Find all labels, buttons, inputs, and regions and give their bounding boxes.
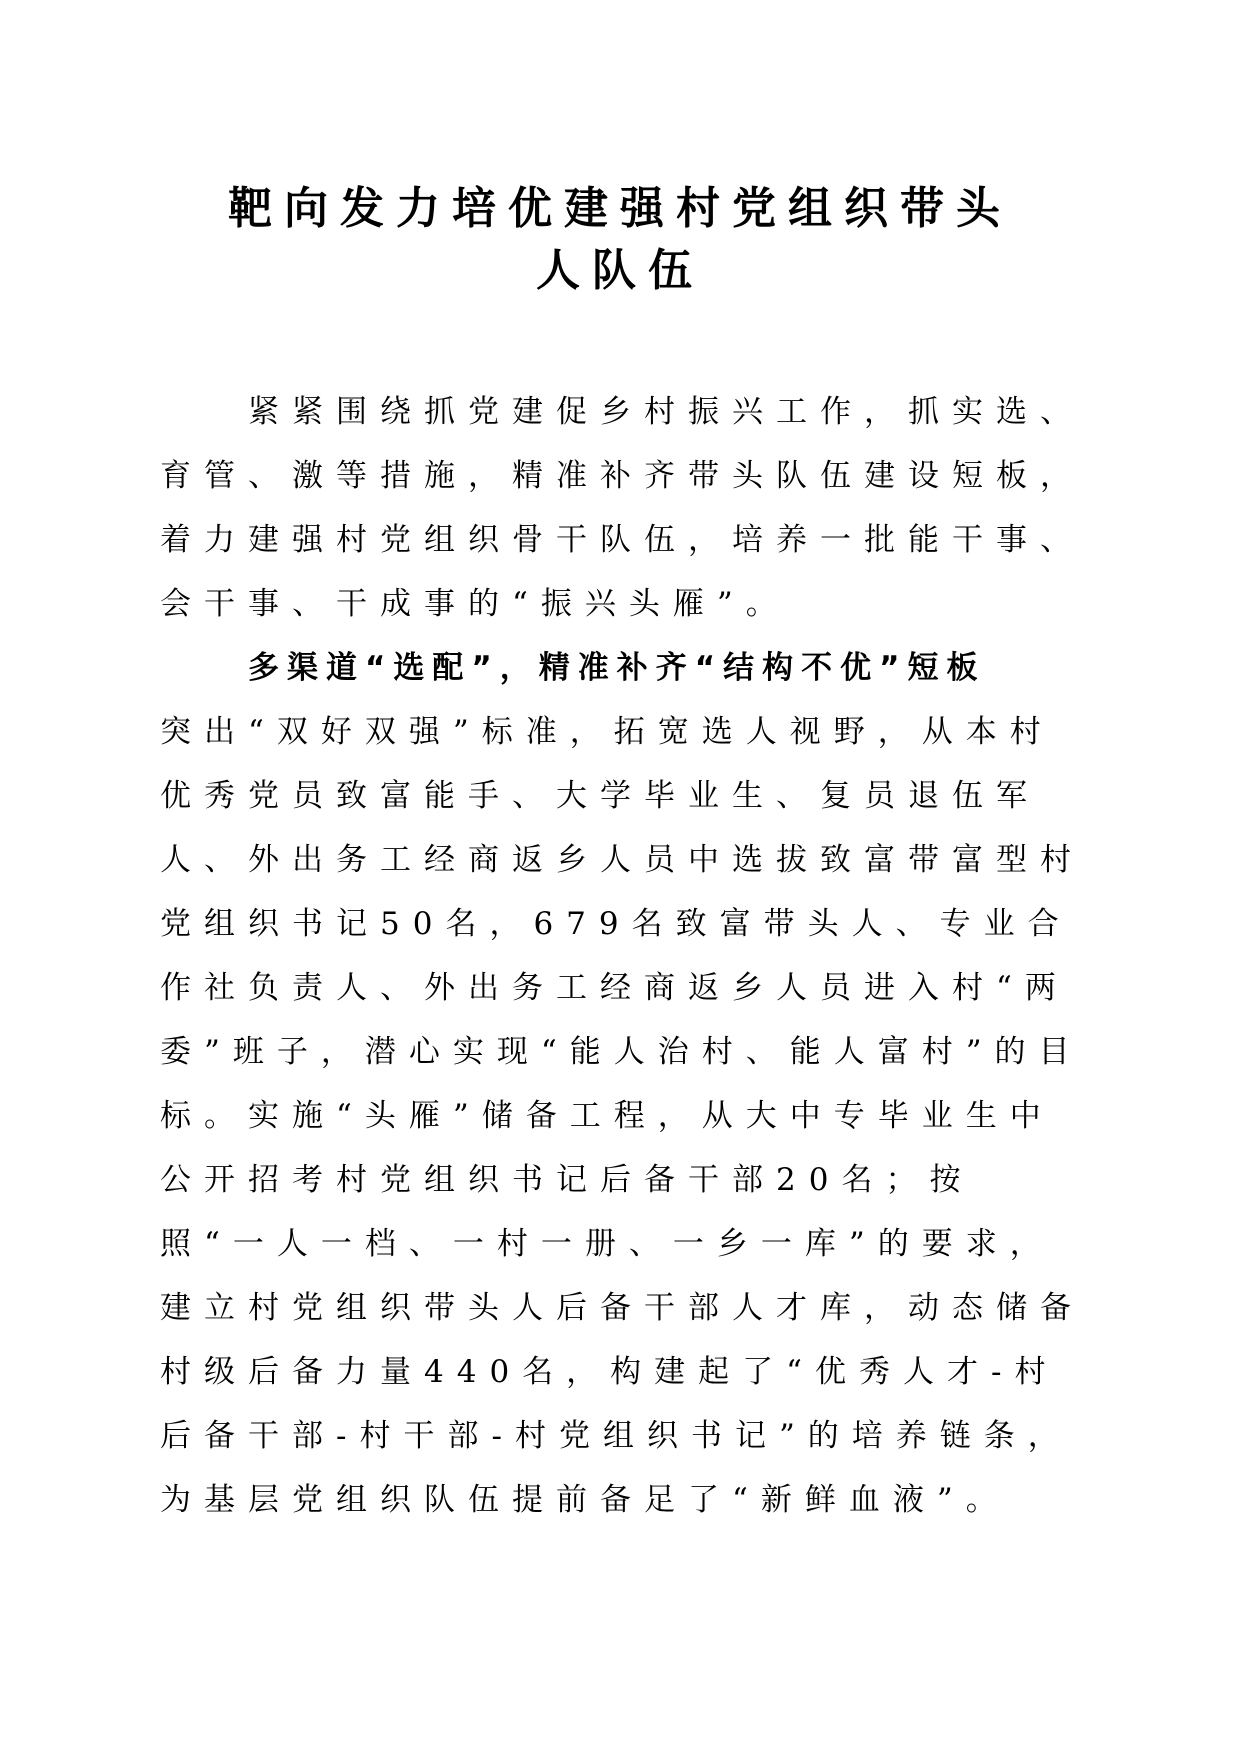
title-line-1: 靶向发力培优建强村党组织带头 (228, 183, 1012, 234)
document-body (160, 380, 1090, 1532)
section-paragraph: 突出“双好双强”标准，拓宽选人视野，从本村优秀党员致富能手、大学毕业生、复员退伍军人、外出务工经商返乡人员中选拔致富带富型村党组织书记50名，679名致富带头人、专业合作社负责人、外出务工经商返乡人员进入村“两委”班子，潜心实现“能人治村、能人富村”的目标。实施“头雁”储备工程，从大中专毕业生中公开招考村党组织书记后备干部20名；按照“一人一档、一村一册、一乡一库”的要求，建立村党组织带头人后备干部人才库，动态储备村级后备力量440名，构建起了“优秀人才-村后备干部-村干部-村党组织书记”的培养链条，为基层党组织队伍提前备足了“新鲜血液”。 (160, 714, 1084, 1518)
title-line-2: 人队伍 (536, 245, 704, 296)
document-title (160, 178, 1080, 302)
section-heading: 多渠道“选配”，精准补齐“结构不优”短板 (248, 650, 986, 686)
intro-paragraph: 紧紧围绕抓党建促乡村振兴工作，抓实选、育管、激等措施，精准补齐带头队伍建设短板，着力建强村党组织骨干队伍，培养一批能干事、会干事、干成事的“振兴头雁”。 (160, 394, 1084, 622)
